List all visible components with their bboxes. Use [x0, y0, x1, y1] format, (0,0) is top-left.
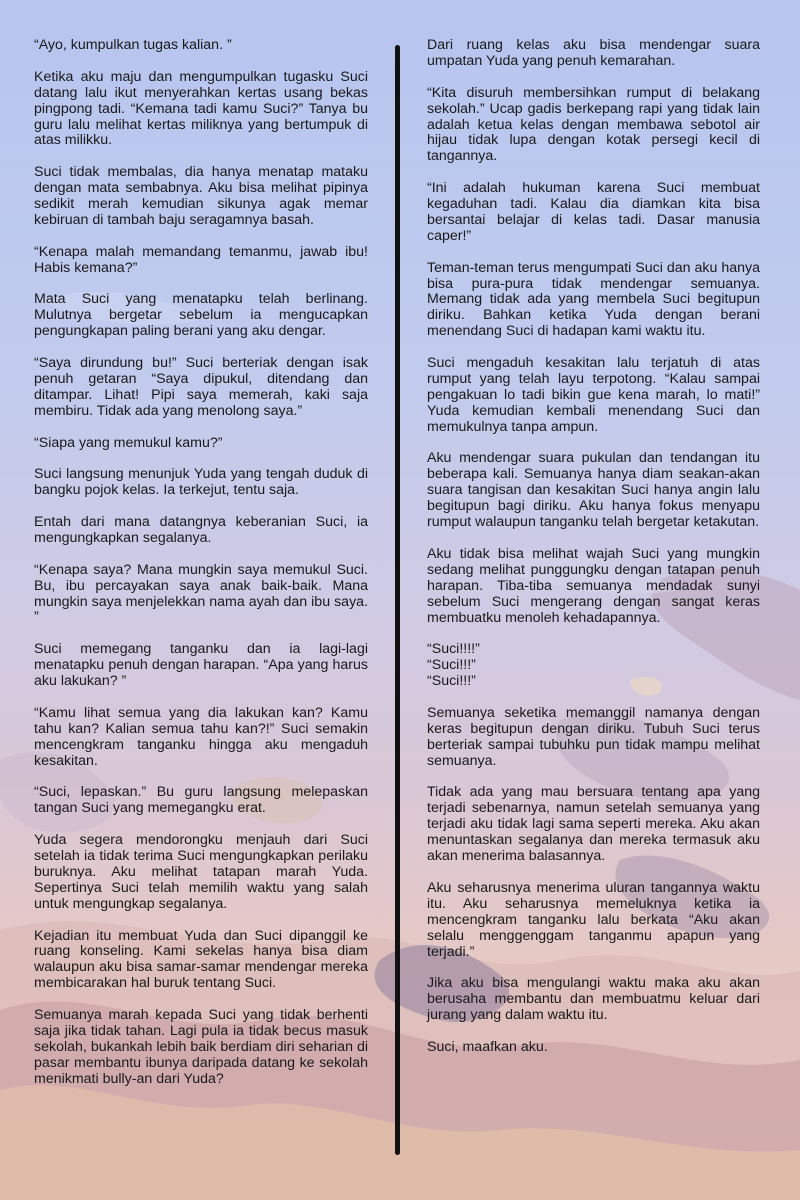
paragraph: Suci, maafkan aku.	[427, 1038, 548, 1055]
paragraph: Suci langsung menunjuk Yuda yang tengah duduk di bangku pojok kelas. Ia terkejut, tentu saja.	[34, 466, 368, 499]
paragraph: “Saya dirundung bu!” Suci berteriak dengan isak penuh getaran “Saya dipukul, ditendang dan ditampar. Lihat! Pipi saya memerah, kaki saja membiru. Tidak ada yang menolong saya.”	[34, 355, 368, 419]
paragraph: Teman-teman terus mengumpati Suci dan aku hanya bisa pura-pura tidak mendengar semuanya. Memang tidak ada yang membela Suci begitupun diriku. Bahkan ketika Yuda dengan berani menendang Suci di hadapan kami waktu itu.	[427, 259, 760, 340]
paragraph: “Kenapa saya? Mana mungkin saya memukul Suci. Bu, ibu percayakan saya anak baik-baik. Mana mungkin saya menjelekkan nama ayah dan ibu saya. ”	[34, 561, 368, 626]
paragraph: Aku seharusnya menerima uluran tangannya waktu itu. Aku seharusnya memeluknya ketika ia mencengkram tanganku lalu berkata “Aku akan selalu menggenggam tanganmu apapun yang terjadi.”	[427, 879, 760, 960]
paragraph: Yuda segera mendorongku menjauh dari Suci setelah ia tidak terima Suci mengungkapkan perilaku buruknya. Aku melihat tatapan marah Yuda. Sepertinya Suci telah memilih waktu yang salah untuk mengungkap segalanya.	[34, 832, 368, 912]
paragraph: Aku tidak bisa melihat wajah Suci yang mungkin sedang melihat punggungku dengan tatapan penuh harapan. Tiba-tiba semuanya mendadak sunyi sebelum Suci mengerang dengan sangat keras membuatku menoleh kehadapannya.	[427, 545, 760, 626]
paragraph: “Suci, lepaskan.” Bu guru langsung melepaskan tangan Suci yang memegangku erat.	[34, 784, 368, 817]
column-divider	[395, 45, 400, 1155]
paragraph: “Kenapa malah memandang temanmu, jawab ibu! Habis kemana?”	[34, 243, 368, 276]
left-column	[34, 38, 368, 1103]
paragraph: “Kita disuruh membersihkan rumput di belakang sekolah.” Ucap gadis berkepang rapi yang tidak lain adalah ketua kelas dengan membawa sebotol air hijau tidak lupa dengan kotak persegi kecil di tangannya.	[427, 84, 760, 165]
paragraph: Mata Suci yang menatapku telah berlinang. Mulutnya bergetar sebelum ia mengucapkan pengungkapan paling berani yang aku dengar.	[34, 291, 368, 340]
paragraph: “Ayo, kumpulkan tugas kalian. ”	[34, 37, 232, 53]
paragraph: Dari ruang kelas aku bisa mendengar suara umpatan Yuda yang penuh kemarahan.	[427, 37, 760, 69]
paragraph: “Kamu lihat semua yang dia lakukan kan? Kamu tahu kan? Kalian semua tahu kan?!” Suci semakin mencengkram tanganku hingga aku mengaduh kesakitan.	[34, 704, 368, 769]
paragraph: Kejadian itu membuat Yuda dan Suci dipanggil ke ruang konseling. Kami sekelas hanya bisa diam walaupun aku bisa samar-samar mendengar mereka membicarakan hal buruk tentang Suci.	[34, 927, 368, 992]
paragraph: Suci mengaduh kesakitan lalu terjatuh di atas rumput yang telah layu terpotong. “Kalau sampai pengakuan lo tadi bikin gue kena marah, lo mati!” Yuda kemudian kembali menendang Suci dan memukulnya tanpa ampun.	[427, 355, 760, 435]
paragraph: Semuanya seketika memanggil namanya dengan keras begitupun dengan diriku. Tubuh Suci terus berteriak sampai tubuhku pun tidak mampu melihat semuanya.	[427, 704, 760, 769]
paragraph: Jika aku bisa mengulangi waktu maka aku akan berusaha membantu dan membuatmu keluar dari jurang yang dalam waktu itu.	[427, 975, 760, 1024]
paragraph: Suci memegang tanganku dan ia lagi-lagi menatapku penuh dengan harapan. “Apa yang harus aku lakukan? ”	[34, 641, 368, 690]
right-column	[427, 38, 760, 1072]
paragraph: Entah dari mana datangnya keberanian Suci, ia mengungkapkan segalanya.	[34, 514, 368, 546]
paragraph: Aku mendengar suara pukulan dan tendangan itu beberapa kali. Semuanya hanya diam seakan-akan suara tangisan dan kesakitan Suci hanya angin lalu begitupun bagi diriku. Aku hanya fokus menyapu rumput walaupun tanganku telah bergetar ketakutan.	[427, 450, 760, 531]
paragraph: “Siapa yang memukul kamu?”	[34, 434, 223, 451]
paragraph: “Ini adalah hukuman karena Suci membuat kegaduhan tadi. Kalau dia diamkan kita bisa bersantai belajar di kelas tadi. Dasar manusia caper!”	[427, 180, 760, 244]
paragraph: “Suci!!!!” “Suci!!!” “Suci!!!”	[427, 641, 480, 690]
paragraph: Suci tidak membalas, dia hanya menatap mataku dengan mata sembabnya. Aku bisa melihat pipinya sedikit merah kemudian sikunya agak memar kebiruan di tambah baju seragamnya basah.	[34, 164, 368, 228]
paragraph: Semuanya marah kepada Suci yang tidak berhenti saja jika tidak tahan. Lagi pula ia tidak becus masuk sekolah, bukankah lebih baik berdiam diri seharian di pasar membantu ibunya daripada datang ke sekolah menikmati bully-an dari Yuda?	[34, 1007, 368, 1087]
paragraph: Ketika aku maju dan mengumpulkan tugasku Suci datang lalu ikut menyerahkan kertas usang bekas pingpong tadi. “Kemana tadi kamu Suci?” Tanya bu guru lalu melihat kertas miliknya yang bertumpuk di atas milikku.	[34, 68, 368, 149]
paragraph: Tidak ada yang mau bersuara tentang apa yang terjadi sebenarnya, namun setelah semuanya yang terjadi aku tidak lagi sama seperti mereka. Aku akan menuntaskan segalanya dan mereka termasuk aku akan menerima balasannya.	[427, 784, 760, 865]
